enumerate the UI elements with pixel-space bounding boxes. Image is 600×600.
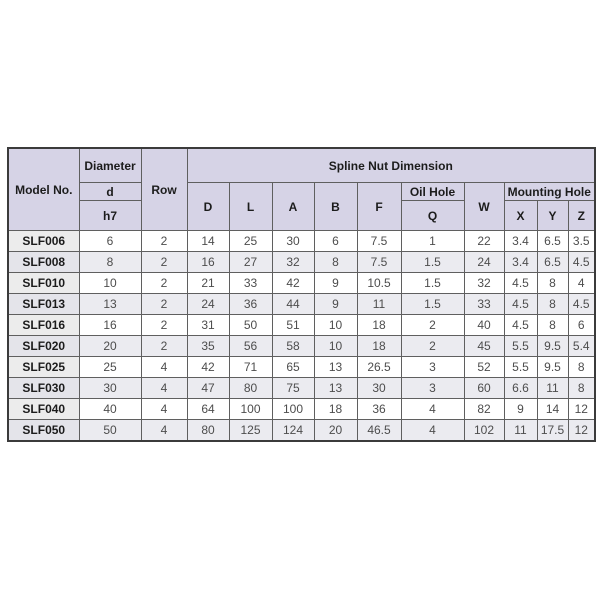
header-spline-nut-dimension: Spline Nut Dimension xyxy=(187,148,595,183)
value-cell-d: 10 xyxy=(79,273,141,294)
value-cell-W: 24 xyxy=(464,252,504,273)
model-cell: SLF030 xyxy=(8,378,79,399)
value-cell-W: 40 xyxy=(464,315,504,336)
value-cell-row: 2 xyxy=(141,231,187,252)
value-cell-W: 102 xyxy=(464,420,504,441)
value-cell-A: 75 xyxy=(272,378,314,399)
header-col-D: D xyxy=(187,183,229,231)
model-cell: SLF040 xyxy=(8,399,79,420)
table-row xyxy=(8,315,595,336)
value-cell-B: 9 xyxy=(314,294,357,315)
value-cell-d: 30 xyxy=(79,378,141,399)
header-d: d xyxy=(79,183,141,201)
value-cell-Q: 2 xyxy=(401,336,464,357)
value-cell-Q: 1.5 xyxy=(401,273,464,294)
value-cell-B: 13 xyxy=(314,378,357,399)
value-cell-A: 42 xyxy=(272,273,314,294)
value-cell-A: 65 xyxy=(272,357,314,378)
value-cell-d: 40 xyxy=(79,399,141,420)
model-cell: SLF020 xyxy=(8,336,79,357)
model-cell: SLF008 xyxy=(8,252,79,273)
header-row-1 xyxy=(8,148,595,183)
value-cell-F: 30 xyxy=(357,378,401,399)
value-cell-Q: 3 xyxy=(401,357,464,378)
value-cell-W: 22 xyxy=(464,231,504,252)
value-cell-F: 18 xyxy=(357,315,401,336)
value-cell-Z: 8 xyxy=(568,378,595,399)
model-cell: SLF013 xyxy=(8,294,79,315)
value-cell-B: 8 xyxy=(314,252,357,273)
value-cell-X: 4.5 xyxy=(504,294,537,315)
value-cell-Z: 4.5 xyxy=(568,252,595,273)
value-cell-B: 20 xyxy=(314,420,357,441)
header-col-L: L xyxy=(229,183,272,231)
value-cell-L: 71 xyxy=(229,357,272,378)
table-row xyxy=(8,399,595,420)
value-cell-Z: 3.5 xyxy=(568,231,595,252)
table-row xyxy=(8,336,595,357)
value-cell-Y: 14 xyxy=(537,399,568,420)
value-cell-X: 6.6 xyxy=(504,378,537,399)
table-row xyxy=(8,252,595,273)
model-cell: SLF016 xyxy=(8,315,79,336)
header-col-F: F xyxy=(357,183,401,231)
value-cell-F: 46.5 xyxy=(357,420,401,441)
value-cell-Y: 8 xyxy=(537,294,568,315)
table-row xyxy=(8,378,595,399)
value-cell-d: 50 xyxy=(79,420,141,441)
value-cell-row: 4 xyxy=(141,420,187,441)
value-cell-D: 47 xyxy=(187,378,229,399)
value-cell-L: 56 xyxy=(229,336,272,357)
value-cell-d: 25 xyxy=(79,357,141,378)
model-cell: SLF025 xyxy=(8,357,79,378)
value-cell-B: 10 xyxy=(314,315,357,336)
value-cell-D: 21 xyxy=(187,273,229,294)
value-cell-X: 3.4 xyxy=(504,231,537,252)
value-cell-L: 50 xyxy=(229,315,272,336)
value-cell-row: 4 xyxy=(141,399,187,420)
value-cell-W: 32 xyxy=(464,273,504,294)
value-cell-A: 124 xyxy=(272,420,314,441)
value-cell-row: 4 xyxy=(141,378,187,399)
table-header xyxy=(8,148,595,231)
value-cell-B: 10 xyxy=(314,336,357,357)
value-cell-Q: 1 xyxy=(401,231,464,252)
table-body xyxy=(8,231,595,441)
value-cell-row: 2 xyxy=(141,336,187,357)
value-cell-Z: 6 xyxy=(568,315,595,336)
value-cell-B: 18 xyxy=(314,399,357,420)
value-cell-L: 27 xyxy=(229,252,272,273)
header-col-Z: Z xyxy=(568,201,595,231)
value-cell-row: 2 xyxy=(141,294,187,315)
header-h7: h7 xyxy=(79,201,141,231)
value-cell-Z: 4.5 xyxy=(568,294,595,315)
value-cell-Y: 9.5 xyxy=(537,357,568,378)
value-cell-D: 31 xyxy=(187,315,229,336)
value-cell-X: 4.5 xyxy=(504,315,537,336)
value-cell-F: 7.5 xyxy=(357,231,401,252)
model-cell: SLF010 xyxy=(8,273,79,294)
value-cell-Q: 4 xyxy=(401,420,464,441)
value-cell-A: 44 xyxy=(272,294,314,315)
value-cell-d: 20 xyxy=(79,336,141,357)
value-cell-X: 4.5 xyxy=(504,273,537,294)
header-col-A: A xyxy=(272,183,314,231)
value-cell-D: 35 xyxy=(187,336,229,357)
table-row xyxy=(8,294,595,315)
value-cell-Y: 9.5 xyxy=(537,336,568,357)
value-cell-row: 2 xyxy=(141,273,187,294)
value-cell-B: 9 xyxy=(314,273,357,294)
value-cell-Q: 1.5 xyxy=(401,294,464,315)
value-cell-W: 45 xyxy=(464,336,504,357)
value-cell-Q: 3 xyxy=(401,378,464,399)
value-cell-X: 3.4 xyxy=(504,252,537,273)
value-cell-L: 80 xyxy=(229,378,272,399)
value-cell-B: 6 xyxy=(314,231,357,252)
value-cell-B: 13 xyxy=(314,357,357,378)
value-cell-W: 82 xyxy=(464,399,504,420)
table-row xyxy=(8,420,595,441)
header-model-no: Model No. xyxy=(8,148,79,231)
value-cell-F: 36 xyxy=(357,399,401,420)
header-diameter: Diameter xyxy=(79,148,141,183)
value-cell-D: 42 xyxy=(187,357,229,378)
value-cell-Y: 8 xyxy=(537,273,568,294)
value-cell-W: 33 xyxy=(464,294,504,315)
header-mounting-hole: Mounting Hole xyxy=(504,183,595,201)
value-cell-Z: 8 xyxy=(568,357,595,378)
value-cell-Z: 12 xyxy=(568,399,595,420)
header-row: Row xyxy=(141,148,187,231)
value-cell-X: 11 xyxy=(504,420,537,441)
header-col-Y: Y xyxy=(537,201,568,231)
value-cell-L: 125 xyxy=(229,420,272,441)
header-col-B: B xyxy=(314,183,357,231)
value-cell-L: 33 xyxy=(229,273,272,294)
value-cell-Y: 6.5 xyxy=(537,231,568,252)
value-cell-F: 26.5 xyxy=(357,357,401,378)
value-cell-L: 100 xyxy=(229,399,272,420)
value-cell-Q: 2 xyxy=(401,315,464,336)
value-cell-X: 9 xyxy=(504,399,537,420)
value-cell-F: 18 xyxy=(357,336,401,357)
table-row xyxy=(8,357,595,378)
value-cell-d: 8 xyxy=(79,252,141,273)
value-cell-D: 14 xyxy=(187,231,229,252)
value-cell-A: 100 xyxy=(272,399,314,420)
header-row-2 xyxy=(8,183,595,201)
value-cell-F: 11 xyxy=(357,294,401,315)
value-cell-X: 5.5 xyxy=(504,357,537,378)
model-cell: SLF050 xyxy=(8,420,79,441)
value-cell-row: 4 xyxy=(141,357,187,378)
value-cell-Z: 12 xyxy=(568,420,595,441)
value-cell-W: 60 xyxy=(464,378,504,399)
value-cell-D: 64 xyxy=(187,399,229,420)
value-cell-d: 16 xyxy=(79,315,141,336)
value-cell-F: 10.5 xyxy=(357,273,401,294)
value-cell-D: 80 xyxy=(187,420,229,441)
value-cell-Y: 8 xyxy=(537,315,568,336)
value-cell-d: 6 xyxy=(79,231,141,252)
value-cell-A: 32 xyxy=(272,252,314,273)
header-col-W: W xyxy=(464,183,504,231)
value-cell-L: 25 xyxy=(229,231,272,252)
value-cell-Z: 4 xyxy=(568,273,595,294)
header-col-Q: Q xyxy=(401,201,464,231)
table-row xyxy=(8,273,595,294)
value-cell-d: 13 xyxy=(79,294,141,315)
value-cell-Y: 17.5 xyxy=(537,420,568,441)
value-cell-A: 30 xyxy=(272,231,314,252)
value-cell-L: 36 xyxy=(229,294,272,315)
header-oil-hole: Oil Hole xyxy=(401,183,464,201)
value-cell-W: 52 xyxy=(464,357,504,378)
model-cell: SLF006 xyxy=(8,231,79,252)
value-cell-F: 7.5 xyxy=(357,252,401,273)
table-row xyxy=(8,231,595,252)
value-cell-X: 5.5 xyxy=(504,336,537,357)
value-cell-A: 58 xyxy=(272,336,314,357)
value-cell-Y: 6.5 xyxy=(537,252,568,273)
spline-nut-spec-table xyxy=(7,147,596,442)
value-cell-D: 24 xyxy=(187,294,229,315)
value-cell-row: 2 xyxy=(141,252,187,273)
header-col-X: X xyxy=(504,201,537,231)
value-cell-D: 16 xyxy=(187,252,229,273)
value-cell-Q: 4 xyxy=(401,399,464,420)
value-cell-Q: 1.5 xyxy=(401,252,464,273)
value-cell-Z: 5.4 xyxy=(568,336,595,357)
value-cell-row: 2 xyxy=(141,315,187,336)
value-cell-Y: 11 xyxy=(537,378,568,399)
value-cell-A: 51 xyxy=(272,315,314,336)
